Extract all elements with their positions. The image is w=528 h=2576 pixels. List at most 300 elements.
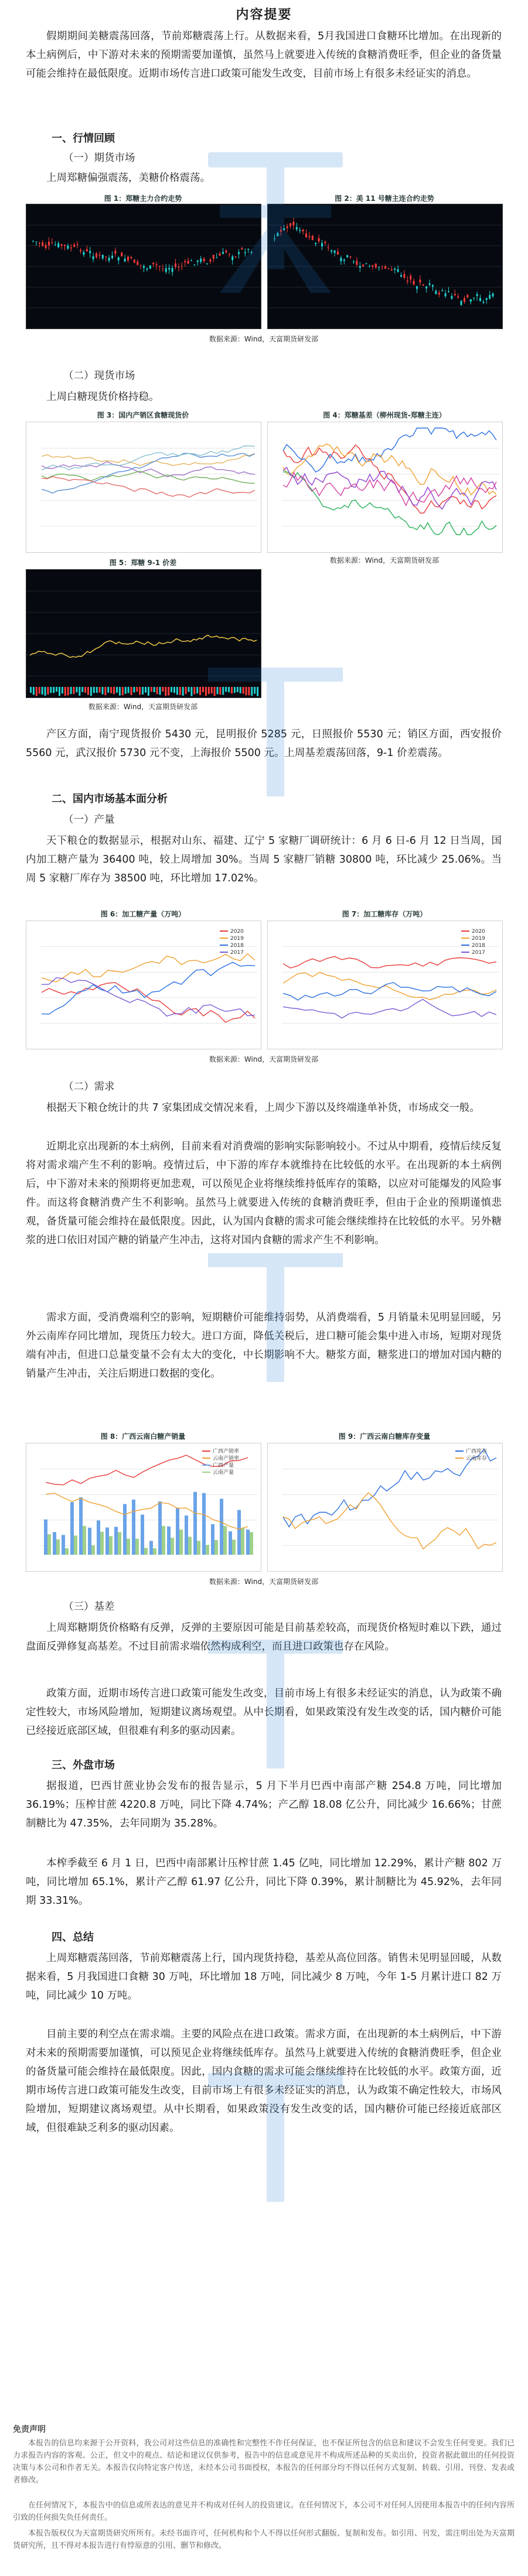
candle-body: [102, 255, 104, 258]
bar-yunnan: [241, 1528, 244, 1555]
candle-body: [54, 244, 56, 245]
candle-body: [350, 256, 352, 257]
bar-yunnan: [100, 1532, 104, 1555]
volume-bar: [47, 687, 49, 695]
volume-bar: [62, 687, 63, 693]
candle-body: [457, 296, 459, 297]
candle-body: [225, 251, 227, 252]
disclaimer-paragraph-2: 在任何情况下，本报告中的信息或所表达的意见并不构成对任何人的投资建议。在任何情况下，本公司不对任何人因使用本报告中的任何内容所引致的任何损失负任何责任。: [13, 2501, 515, 2522]
volume-bar: [33, 687, 35, 695]
candle-body: [425, 286, 427, 289]
page-title: 内容提要: [236, 8, 292, 22]
volume-bar: [214, 687, 216, 696]
chart-production: [26, 921, 261, 1049]
candle-body: [394, 269, 396, 270]
candle-body: [400, 275, 402, 276]
volume-bar: [228, 687, 230, 692]
candle-body: [77, 244, 79, 245]
candle-body: [369, 266, 370, 267]
candle-body: [375, 264, 377, 268]
volume-bar: [122, 687, 124, 695]
candle-body: [470, 299, 472, 302]
bar-yunnan: [127, 1538, 130, 1555]
candle-body: [454, 294, 456, 295]
candle-body: [359, 266, 361, 268]
candle-body: [448, 292, 449, 293]
volume-bar: [202, 687, 204, 692]
candle-body: [105, 256, 107, 257]
legend-label: 云南库存: [466, 1456, 488, 1462]
bar-guangxi: [79, 1497, 83, 1555]
source-note-3: 数据来源：Wind，天富期货研发部: [88, 703, 198, 711]
bar-yunnan: [171, 1538, 174, 1555]
volume-bar: [231, 687, 233, 693]
volume-bar: [219, 687, 221, 695]
candle-body: [48, 242, 50, 245]
candle-body: [146, 269, 148, 270]
legend-label: 2017: [472, 950, 485, 956]
volume-bar: [151, 687, 152, 692]
volume-bar: [176, 687, 178, 695]
candle-body: [489, 295, 490, 299]
volume-bar: [148, 687, 149, 696]
volume-bar: [53, 687, 54, 693]
series-line: [283, 972, 496, 1000]
source-note-1: 数据来源：Wind，天富期货研发部: [209, 335, 319, 343]
candle-body: [244, 252, 246, 254]
bar-guangxi: [88, 1528, 91, 1555]
volume-bar: [107, 687, 109, 693]
figure-9-title: 图 9：广西云南白糖库存变量: [338, 1432, 431, 1441]
bar-guangxi: [229, 1531, 232, 1555]
bar-guangxi: [167, 1527, 171, 1555]
figure-3: [26, 410, 260, 420]
subsection-heading-futures: （一）期货市场: [63, 152, 135, 164]
candle-body: [241, 248, 243, 249]
bar-yunnan: [206, 1545, 209, 1555]
figure-9: [267, 1431, 502, 1441]
volume-bar: [87, 687, 89, 695]
candle-body: [362, 265, 364, 266]
candle-body: [492, 293, 494, 296]
candle-body: [416, 286, 418, 289]
bar-guangxi: [193, 1492, 197, 1555]
series-line: [46, 1493, 248, 1529]
series-line: [42, 962, 255, 1014]
chart-production-svg: [26, 921, 261, 1049]
volume-bar: [171, 687, 172, 692]
volume-bar: [128, 687, 130, 693]
bar-guangxi: [149, 1541, 153, 1555]
candle-body: [296, 227, 298, 230]
volume-bar: [104, 687, 106, 695]
volume-bar: [222, 687, 224, 695]
volume-bar: [196, 687, 198, 693]
candle-body: [121, 252, 122, 256]
volume-bar: [225, 687, 227, 692]
volume-bar: [211, 687, 213, 693]
subsection-heading-spot: （二）现货市场: [63, 370, 135, 382]
bar-yunnan: [135, 1539, 139, 1555]
candle-body: [209, 259, 211, 261]
volume-bar: [131, 687, 132, 695]
volume-bar: [67, 687, 69, 695]
figure-5: [26, 557, 260, 567]
candle-body: [222, 252, 224, 254]
volume-bar: [182, 687, 184, 696]
demand-paragraph-1: 根据天下粮仓统计的共 7 家集团成交情况来看，上周少下游以及终端逢单补货，市场成交一般。: [46, 1102, 480, 1114]
volume-bar: [102, 687, 104, 695]
volume-bar: [237, 687, 239, 692]
candle-body: [124, 259, 126, 262]
bar-guangxi: [141, 1515, 144, 1555]
subsection-heading-demand: （二）需求: [63, 1081, 115, 1093]
source-note-4: 数据来源：Wind，天富期货研发部: [209, 1055, 319, 1063]
candle-body: [378, 267, 380, 268]
bar-yunnan: [214, 1540, 218, 1555]
volume-bar: [70, 687, 72, 694]
volume-bar: [59, 687, 60, 696]
candle-body: [438, 293, 440, 295]
volume-bar: [142, 687, 144, 695]
bar-guangxi: [211, 1524, 214, 1555]
candle-body: [277, 233, 278, 236]
candle-body: [80, 250, 81, 251]
candle-body: [299, 230, 301, 231]
volume-bar: [76, 687, 77, 692]
candle-body: [334, 251, 336, 253]
candle-body: [441, 290, 443, 291]
candle-body: [39, 243, 40, 244]
bar-guangxi: [158, 1501, 162, 1555]
futures-paragraph: 上周郑糖偏强震荡，美糖价格震荡。: [46, 172, 210, 184]
volume-bar: [199, 687, 201, 695]
chart-inventory-svg: [268, 921, 502, 1049]
candle-body: [312, 236, 314, 240]
volume-bar: [246, 687, 247, 695]
candle-body: [118, 257, 120, 260]
chart-zhengzhou-sugar-svg: [26, 204, 261, 329]
bar-guangxi: [246, 1530, 250, 1555]
bar-guangxi: [70, 1502, 74, 1555]
volume-bar: [119, 687, 121, 696]
candle-body: [149, 265, 151, 268]
series-line: [42, 471, 255, 484]
candle-body: [178, 267, 179, 268]
legend-label: 2018: [230, 943, 244, 949]
candle-body: [381, 266, 383, 267]
volume-bar: [162, 687, 163, 692]
figure-6-title: 图 6：加工糖产量（万吨）: [100, 910, 186, 918]
volume-bar: [159, 687, 161, 695]
volume-bar: [145, 687, 147, 693]
candle-body: [419, 280, 421, 283]
candle-body: [51, 243, 53, 244]
volume-bar: [243, 687, 244, 694]
candle-body: [384, 266, 386, 269]
candle-body: [61, 244, 63, 245]
volume-bar: [254, 687, 256, 694]
candle-body: [315, 243, 316, 244]
volume-bar: [208, 687, 210, 694]
candle-body: [283, 228, 285, 230]
external-paragraph-1: 据报道，巴西甘蔗业协会发布的报告显示，5 月下半月巴西中南部产糖 254.8 万吨，同比增加 36.19%；压榨甘蔗 4220.8 万吨，同比下降 4.74%；产乙醇 18.08 亿公升，同比减少 16.66%；甘蔗制糖比为 47.35%，去年同期为 35.28%。: [26, 1780, 502, 1829]
figure-3-title: 图 3：国内产销区食糖现货价: [97, 411, 189, 419]
bar-yunnan: [197, 1541, 200, 1555]
production-paragraph: 天下粮仓的数据显示，根据对山东、福建、辽宁 5 家糖厂调研统计：6 月 6 日-6 月 12 日当周，国内加工糖产量为 36400 吨，较上周增加 30%。当周 5 家糖厂销糖 30800 吨，环比减少 25.06%。当周 5 家糖厂库存为 38500 吨，环比增加 17.02%。: [26, 835, 502, 884]
candle-body: [466, 295, 468, 298]
volume-bar: [168, 687, 169, 696]
candle-body: [289, 223, 291, 226]
candle-body: [137, 262, 138, 265]
bar-yunnan: [91, 1545, 95, 1555]
candle-body: [114, 251, 116, 254]
chart-spot-prices: [26, 422, 261, 553]
candle-body: [251, 252, 253, 253]
bar-guangxi: [220, 1499, 223, 1555]
figure-7-title: 图 7：加工糖库存（万吨）: [342, 910, 427, 918]
candle-body: [387, 268, 389, 269]
source-note-5: 数据来源：Wind，天富期货研发部: [209, 1578, 319, 1586]
demand-paragraph-3: 需求方面，受消费端利空的影响，短期糖价可能维持弱势，从消费端看，5 月销量未见明显回暖，另外云南库存同比增加，现货压力较大。进口方面，降低关税后，进口糖可能会集中进入市场，短期对现货端有冲击，但进口总量变量不会有太大的变化，中长期影响不大。糖浆方面，糖浆进口的增加对国内糖的销量产生冲击，关注后期进口数据的变化。: [26, 1312, 502, 1380]
volume-bar: [96, 687, 98, 693]
candle-body: [318, 238, 320, 241]
series-line: [283, 1493, 496, 1549]
section-heading-2: 二、国内市场基本面分析: [52, 793, 168, 805]
bar-guangxi: [123, 1504, 127, 1555]
volume-bar: [99, 687, 101, 693]
candle-body: [64, 245, 66, 246]
basis-paragraph-1: 上周郑糖期货价格略有反弹，反弹的主要原因可能是目前基差较高，而现货价格短时难以下跌，通过盘面反弹修复高基差。不过目前需求端依然构成利空，而且进口政策也存在风险。: [26, 1622, 502, 1653]
candle-body: [203, 259, 205, 262]
candle-body: [331, 250, 332, 251]
bar-yunnan: [83, 1526, 86, 1555]
candle-body: [435, 291, 437, 294]
legend-label: 广西产量: [213, 1463, 234, 1469]
bar-guangxi: [185, 1516, 188, 1555]
volume-bar: [154, 687, 155, 692]
candle-body: [302, 230, 304, 231]
chart-spread-svg: [26, 570, 261, 697]
volume-bar: [248, 687, 250, 695]
bar-guangxi: [176, 1508, 179, 1555]
bar-yunnan: [56, 1540, 60, 1555]
candle-body: [42, 242, 43, 246]
candle-body: [324, 242, 326, 243]
candle-body: [127, 256, 129, 260]
candle-body: [57, 243, 59, 247]
bar-yunnan: [162, 1526, 165, 1555]
volume-bar: [110, 687, 112, 693]
candle-body: [445, 293, 447, 296]
volume-bar: [133, 687, 135, 692]
source-note-2: 数据来源：Wind，天富期货研发部: [329, 556, 440, 565]
candle-body: [108, 258, 110, 261]
candle-body: [86, 249, 88, 251]
bar-yunnan: [250, 1532, 253, 1555]
candle-body: [184, 261, 186, 262]
candle-body: [464, 298, 465, 302]
candle-body: [337, 252, 339, 255]
chart-spread: [26, 569, 261, 698]
series-line: [283, 428, 496, 472]
figure-8: [26, 1431, 260, 1441]
bar-guangxi: [105, 1527, 109, 1555]
figure-2: [267, 193, 502, 203]
subsection-heading-production: （一）产量: [63, 814, 115, 826]
candle-body: [397, 269, 399, 272]
candle-body: [168, 268, 170, 270]
chart-basis-svg: [268, 422, 502, 552]
bar-yunnan: [144, 1548, 148, 1555]
series-line: [42, 954, 255, 982]
candle-body: [235, 256, 237, 257]
figure-1-title: 图 1：郑糖主力合约走势: [104, 194, 182, 203]
candle-body: [188, 261, 189, 264]
bar-yunnan: [118, 1532, 121, 1555]
legend-label: 2020: [230, 929, 244, 935]
chart-stock-change-svg: [268, 1443, 502, 1571]
disclaimer-paragraph-3: 本报告版权仅为天富期货研究所所有。未经书面许可，任何机构和个人不得以任何形式翻版、复制和发布。如引用、刊发，需注明出处为天富期货研究所，且不得对本报告进行有悖原意的引用、删节和修改。: [13, 2529, 515, 2550]
figure-1: [26, 193, 260, 203]
bar-guangxi: [132, 1500, 135, 1555]
candle-body: [410, 276, 411, 279]
volume-bar: [36, 687, 38, 696]
legend-label: 2018: [472, 943, 485, 949]
candle-body: [321, 243, 323, 247]
volume-bar: [165, 687, 166, 696]
bar-guangxi: [97, 1520, 100, 1555]
volume-bar: [205, 687, 207, 696]
candle-body: [423, 285, 424, 286]
candle-body: [238, 252, 240, 254]
volume-bar: [64, 687, 66, 696]
candle-body: [403, 274, 405, 278]
series-line: [283, 1000, 496, 1018]
candle-body: [429, 283, 431, 285]
volume-bar: [139, 687, 141, 695]
candle-body: [156, 264, 158, 265]
candle-body: [229, 254, 230, 255]
chart-inventory: [267, 921, 503, 1049]
candle-body: [343, 259, 345, 261]
summary-paragraph-1: 上周郑糖震荡回落，节前郑糖震荡上行，国内现货持稳，基差从高位回落。销售未见明显回暖，从数据来看，5 月我国进口食糖 30 万吨，环比增加 18 万吨，同比减少 8 万吨，今年 1-5 月累计进口 82 万吨，同比减少 10 万吨。: [26, 1952, 502, 2002]
series-line: [42, 453, 255, 493]
volume-bar: [56, 687, 57, 692]
candle-body: [473, 297, 475, 298]
legend-label: 2020: [472, 929, 485, 935]
bar-guangxi: [53, 1532, 56, 1555]
volume-bar: [234, 687, 236, 693]
figure-4: [267, 410, 502, 420]
candle-body: [143, 266, 145, 268]
volume-bar: [39, 687, 40, 694]
candle-body: [73, 245, 75, 247]
volume-bar: [156, 687, 158, 694]
candle-body: [93, 256, 94, 259]
disclaimer-title: 免责声明: [13, 2425, 46, 2434]
candle-body: [340, 258, 342, 261]
candle-body: [356, 261, 357, 265]
volume-bar: [113, 687, 115, 694]
volume-bar: [116, 687, 118, 693]
volume-bar: [251, 687, 253, 696]
demand-paragraph-2: 近期北京出现新的本土病例，目前来看对消费端的影响实际影响较小。不过从中期看，疫情后续反复将对需求端产生不利的影响。疫情过后，中下游的库存本就维持在比较低的水平。在出现新的本土病例后，中下游对未来的预期将更加悲观，可以预见企业将继续维持低库存的策略，以应对可能爆发的风险事件。而这将食糖消费产生不利影响。虽然马上就要进入传统的食糖消费旺季，但由于企业的预期谨慎悲观，备货量可能会维持在最低限度。因此，认为国内食糖的需求可能会继续维持在比较低的水平。另外糖浆的进口依旧对国产糖的销量产生冲击，这将对国内食糖的需求产生不利影响。: [26, 1141, 502, 1246]
volume-bar: [50, 687, 52, 693]
volume-bar: [90, 687, 92, 696]
external-paragraph-2: 本榨季截至 6 月 1 日，巴西中南部累计压榨甘蔗 1.45 亿吨，同比增加 12.29%，累计产糖 802 万吨，同比增加 65.1%，累计产乙醇 61.97 亿公升，同比下降 0.39%，累计制糖比为 45.92%，去年同期 33.31%。: [26, 1857, 502, 1907]
legend-label: 2019: [472, 936, 485, 942]
candle-body: [200, 259, 202, 262]
candle-body: [219, 254, 221, 256]
volume-bar: [185, 687, 187, 694]
volume-bar: [30, 687, 32, 693]
candle-body: [372, 265, 373, 266]
chart-spot-prices-svg: [26, 422, 261, 552]
candle-body: [482, 302, 484, 303]
candle-body: [407, 280, 408, 282]
candle-body: [231, 256, 233, 260]
volume-bar: [240, 687, 241, 693]
candle-body: [213, 255, 214, 259]
series-line: [42, 454, 255, 466]
candle-body: [193, 264, 195, 265]
candle-body: [152, 263, 154, 265]
candle-body: [391, 269, 393, 271]
legend-label: 2019: [230, 936, 244, 942]
chart-sales-svg: [26, 1443, 261, 1571]
spread-line: [30, 635, 257, 658]
candle-body: [111, 256, 113, 258]
bar-yunnan: [232, 1540, 236, 1555]
candle-body: [45, 245, 47, 248]
candle-body: [476, 294, 478, 296]
volume-bar: [190, 687, 192, 696]
bar-yunnan: [188, 1537, 192, 1555]
candle-body: [346, 255, 348, 258]
candle-body: [461, 301, 462, 305]
legend-label: 云南产量: [213, 1470, 234, 1476]
volume-bar: [79, 687, 80, 696]
bar-yunnan: [153, 1548, 156, 1555]
volume-bar: [125, 687, 127, 694]
candle-body: [308, 236, 310, 237]
section-heading-1: 一、行情回顾: [52, 132, 115, 145]
spot-paragraph: 上周白糖现货价格持稳。: [46, 391, 159, 403]
volume-bar: [188, 687, 190, 692]
candle-body: [432, 285, 434, 287]
volume-bar: [73, 687, 75, 694]
legend-label: 2017: [230, 950, 244, 956]
candle-body: [479, 298, 481, 302]
bar-guangxi: [62, 1535, 65, 1555]
candle-body: [175, 264, 176, 267]
figure-4-title: 图 4：郑糖基差（柳州现货-郑糖主连）: [323, 411, 446, 419]
volume-bar: [173, 687, 175, 693]
series-line: [283, 1449, 496, 1527]
candle-body: [67, 245, 69, 248]
figure-6: [26, 909, 260, 919]
bar-yunnan: [74, 1535, 77, 1555]
bar-yunnan: [179, 1530, 183, 1555]
legend-label: 云南产销率: [213, 1456, 240, 1462]
volume-bar: [217, 687, 219, 694]
chart-zhengzhou-sugar: [26, 204, 261, 329]
candle-body: [83, 252, 84, 255]
volume-bar: [136, 687, 138, 692]
volume-bar: [84, 687, 86, 693]
section-heading-4: 四、总结: [52, 1931, 94, 1944]
